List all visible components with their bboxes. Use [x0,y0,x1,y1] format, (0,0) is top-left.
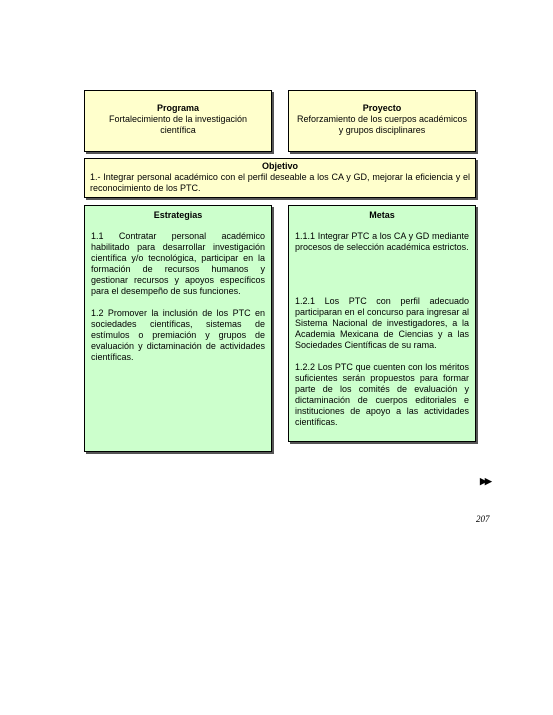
proyecto-text: Reforzamiento de los cuerpos académicos y grupos disciplinares [296,114,468,135]
programa-box [84,90,272,152]
programa-title: Programa [156,103,200,113]
metas-box [288,205,476,442]
proyecto-title: Proyecto [362,103,402,113]
estrategia-item: 1.1 Contratar personal académico habilitado para desarrollar investigación científica y/o tecnológica, participar en la formación de recursos humanos y gestionar recursos y apoyos específicos para el desempeño de sus funciones. [91,231,265,296]
estrategia-item: 1.2 Promover la inclusión de los PTC en sociedades científicas, sistemas de estímulos o premiación y grupos de evaluación y dictaminación de actividades científicas. [91,308,265,362]
fast-forward-icon[interactable]: ▶▶ [480,476,490,486]
meta-item: 1.2.2 Los PTC que cuenten con los méritos suficientes serán propuestos para formar parte de los comités de evaluación y dictaminación de cuerpos editoriales e instituciones de apoyo a las actividades científicas. [295,362,469,427]
objetivo-text: 1.- Integrar personal académico con el perfil deseable a los CA y GD, mejorar la eficiencia y el reconocimiento de los PTC. [90,172,470,193]
meta-item: 1.2.1 Los PTC con perfil adecuado participaran en el concurso para ingresar al Sistema Nacional de investigadores, a la Academia Mexicana de Ciencias y a las Sociedades Científicas de su rama. [295,296,469,350]
metas-title: Metas [369,210,395,220]
proyecto-box [288,90,476,152]
meta-item: 1.1.1 Integrar PTC a los CA y GD mediante procesos de selección académica estrictos. [295,231,469,252]
programa-text: Fortalecimiento de la investigación científica [108,114,248,135]
objetivo-title: Objetivo [261,161,298,171]
estrategias-box [84,205,272,452]
page-number: 207 [476,514,490,524]
objetivo-box [84,158,476,198]
estrategias-title: Estrategias [153,210,203,220]
